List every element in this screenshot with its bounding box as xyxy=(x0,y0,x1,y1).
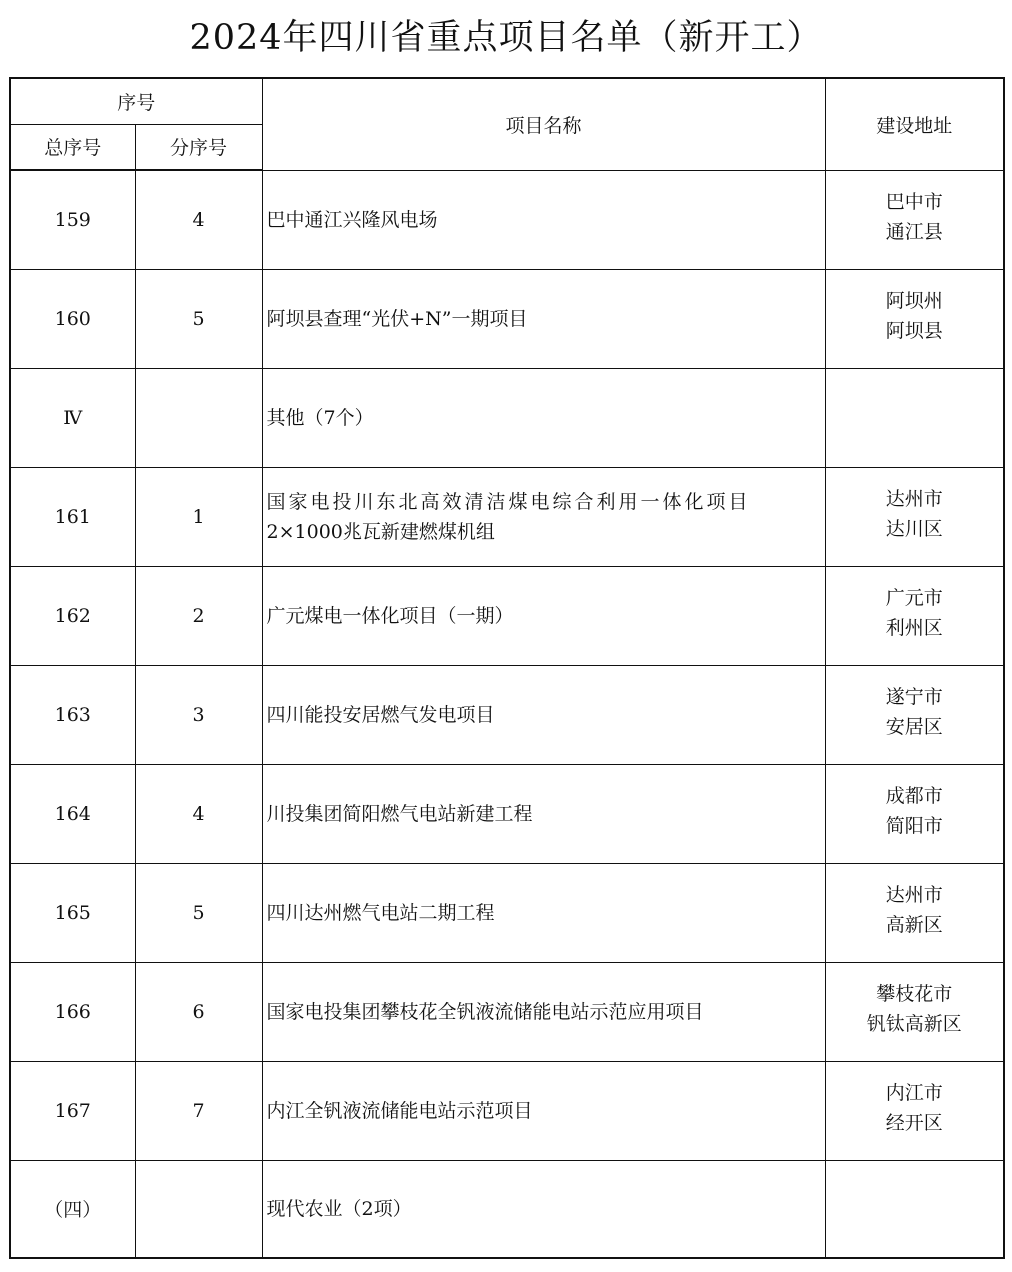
location-city: 遂宁市 xyxy=(885,685,943,708)
total-seq-cell: Ⅳ xyxy=(10,368,135,467)
location-district: 达川区 xyxy=(885,517,943,540)
location-cell xyxy=(825,368,1004,467)
location-cell xyxy=(825,962,1004,1061)
total-seq-cell: 167 xyxy=(10,1061,135,1160)
location-city: 成都市 xyxy=(885,784,943,807)
project-name-cell: 川投集团简阳燃气电站新建工程 xyxy=(262,764,825,863)
location-district: 利州区 xyxy=(885,616,943,639)
category-name-cell: 现代农业（2项） xyxy=(262,1160,825,1258)
total-seq-cell: （四） xyxy=(10,1160,135,1258)
table-row xyxy=(10,1061,1004,1160)
project-name-cell xyxy=(262,467,825,566)
header-seq-group: 序号 xyxy=(10,78,262,124)
project-name-cell: 四川达州燃气电站二期工程 xyxy=(262,863,825,962)
sub-seq-cell: 5 xyxy=(135,269,262,368)
table-row xyxy=(10,863,1004,962)
project-name-cell: 巴中通江兴隆风电场 xyxy=(262,170,825,269)
location-city: 巴中市 xyxy=(885,190,943,213)
sub-seq-cell: 7 xyxy=(135,1061,262,1160)
category-row xyxy=(10,1160,1004,1258)
header-total-seq: 总序号 xyxy=(10,124,135,170)
sub-seq-cell: 3 xyxy=(135,665,262,764)
sub-seq-cell: 6 xyxy=(135,962,262,1061)
project-table xyxy=(9,77,1005,1259)
location-district: 经开区 xyxy=(885,1111,943,1134)
location-district: 安居区 xyxy=(885,715,943,738)
total-seq-cell: 164 xyxy=(10,764,135,863)
location-cell xyxy=(825,170,1004,269)
sub-seq-cell: 5 xyxy=(135,863,262,962)
document-title: 2024年四川省重点项目名单（新开工） xyxy=(189,18,823,58)
project-name-cell: 国家电投集团攀枝花全钒液流储能电站示范应用项目 xyxy=(262,962,825,1061)
sub-seq-cell: 4 xyxy=(135,170,262,269)
location-cell xyxy=(825,1061,1004,1160)
location-city: 达州市 xyxy=(885,487,943,510)
total-seq-cell: 166 xyxy=(10,962,135,1061)
location-district: 简阳市 xyxy=(885,814,943,837)
location-city: 内江市 xyxy=(885,1081,943,1104)
sub-seq-cell: 2 xyxy=(135,566,262,665)
location-district: 高新区 xyxy=(885,913,943,936)
table-row xyxy=(10,566,1004,665)
total-seq-cell: 165 xyxy=(10,863,135,962)
total-seq-cell: 162 xyxy=(10,566,135,665)
project-name-cell: 阿坝县查理“光伏+N”一期项目 xyxy=(262,269,825,368)
location-district: 钒钛高新区 xyxy=(866,1012,962,1035)
location-cell xyxy=(825,566,1004,665)
total-seq-cell: 160 xyxy=(10,269,135,368)
table-row xyxy=(10,962,1004,1061)
location-cell xyxy=(825,1160,1004,1258)
total-seq-cell: 161 xyxy=(10,467,135,566)
project-name-line-2: 2×1000兆瓦新建燃煤机组 xyxy=(266,520,495,543)
header-project-name: 项目名称 xyxy=(262,78,825,170)
sub-seq-cell xyxy=(135,1160,262,1258)
table-row xyxy=(10,665,1004,764)
location-cell xyxy=(825,467,1004,566)
sub-seq-cell: 1 xyxy=(135,467,262,566)
category-row xyxy=(10,368,1004,467)
project-name-line-1: 国家电投川东北高效清洁煤电综合利用一体化项目 xyxy=(266,490,751,513)
header-sub-seq: 分序号 xyxy=(135,124,262,170)
project-name-cell: 广元煤电一体化项目（一期） xyxy=(262,566,825,665)
total-seq-cell: 159 xyxy=(10,170,135,269)
location-cell xyxy=(825,764,1004,863)
table-row xyxy=(10,170,1004,269)
location-cell xyxy=(825,665,1004,764)
location-district: 通江县 xyxy=(885,220,943,243)
location-cell xyxy=(825,863,1004,962)
header-location: 建设地址 xyxy=(825,78,1004,170)
table-row xyxy=(10,269,1004,368)
location-city: 广元市 xyxy=(885,586,943,609)
total-seq-cell: 163 xyxy=(10,665,135,764)
sub-seq-cell xyxy=(135,368,262,467)
table-row xyxy=(10,764,1004,863)
project-name-cell: 四川能投安居燃气发电项目 xyxy=(262,665,825,764)
location-city: 达州市 xyxy=(885,883,943,906)
header-row xyxy=(10,78,1004,124)
location-district: 阿坝县 xyxy=(885,319,943,342)
location-city: 攀枝花市 xyxy=(876,982,953,1005)
location-cell xyxy=(825,269,1004,368)
table-row xyxy=(10,467,1004,566)
project-name-cell: 内江全钒液流储能电站示范项目 xyxy=(262,1061,825,1160)
location-city: 阿坝州 xyxy=(885,289,943,312)
sub-seq-cell: 4 xyxy=(135,764,262,863)
category-name-cell: 其他（7个） xyxy=(262,368,825,467)
